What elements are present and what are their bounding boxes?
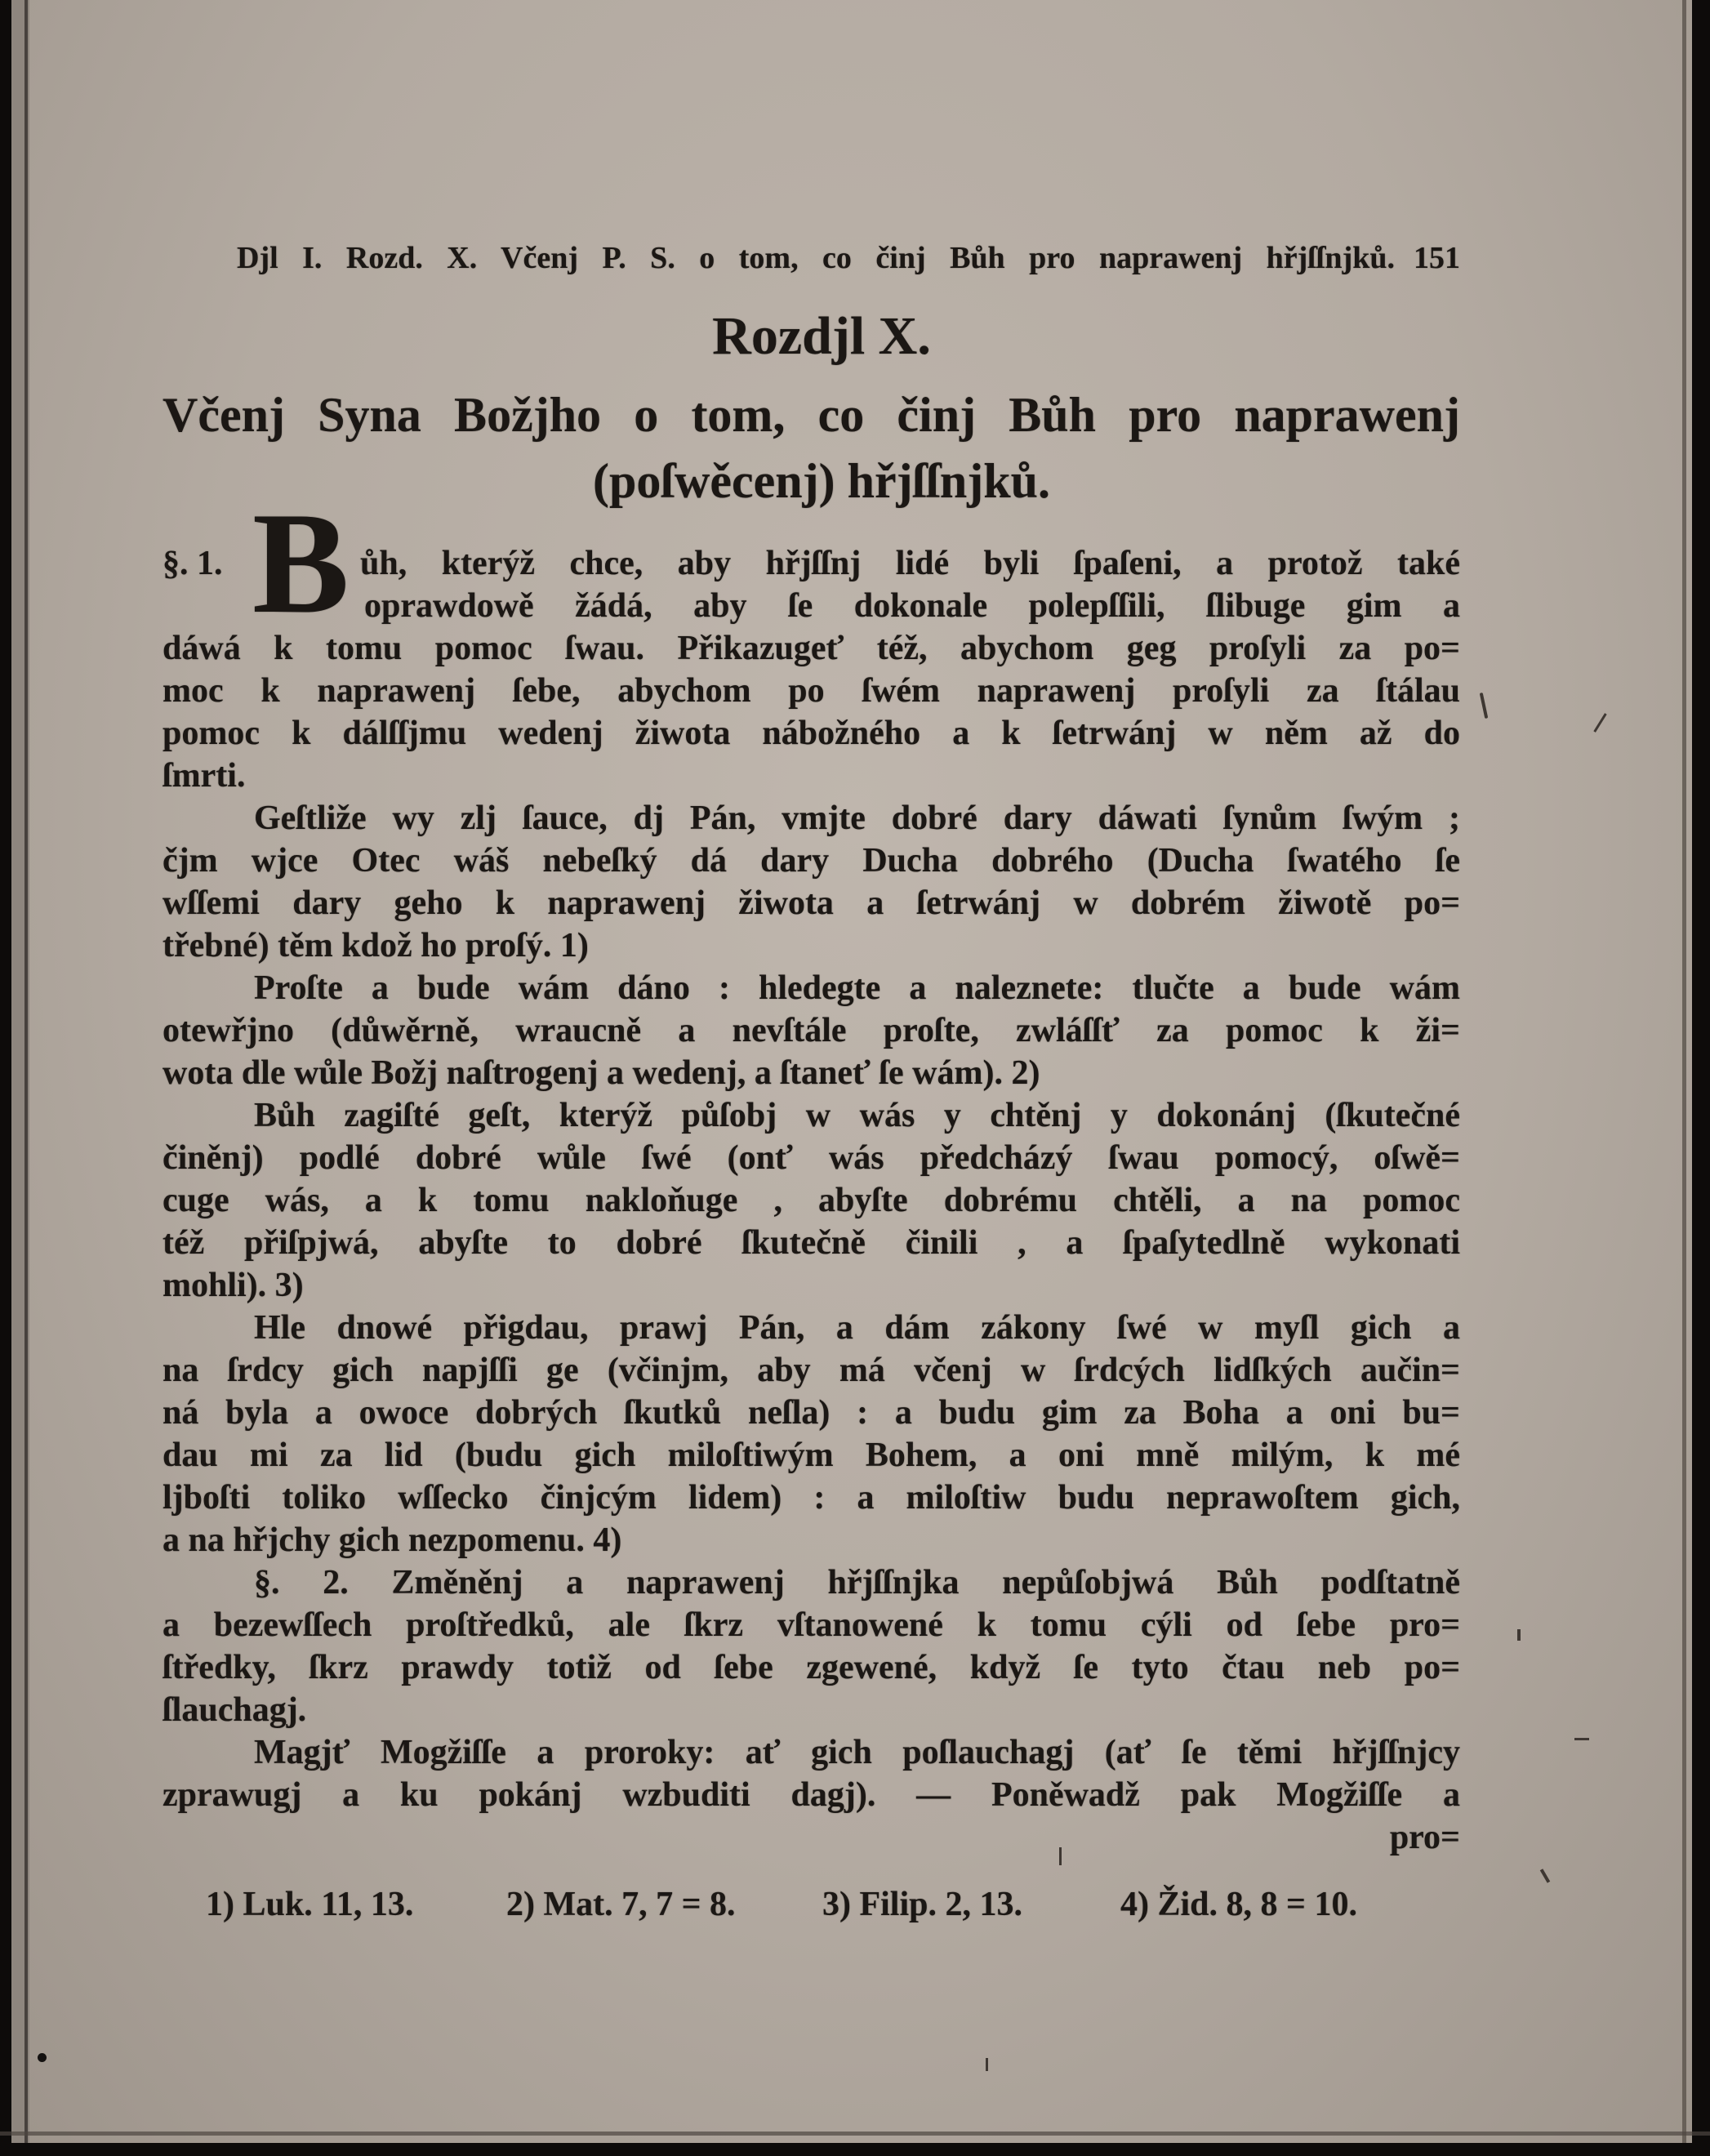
text-line: ſmrti. <box>163 757 246 795</box>
text-line: ůh, kterýž chce, aby hřjſſnj lidé byli ſpaſeni, a protož také <box>360 545 1460 582</box>
text-line: a na hřjchy gich nezpomenu. 4) <box>163 1521 622 1559</box>
text-line: čjm wjce Otec wáš nebeſký dá dary Ducha dobrého (Ducha ſwatého ſe <box>163 842 1460 880</box>
text-line: a bezewſſech proſtředků, ale ſkrz vſtanowené k tomu cýli od ſebe pro= <box>163 1606 1460 1644</box>
scan-edge-bottom <box>0 2143 1710 2156</box>
text-line: též přiſpjwá, abyſte to dobré ſkutečně činili , a ſpaſytedlně wykonati <box>163 1224 1460 1262</box>
footnote: 3) Filip. 2, 13. <box>822 1886 1023 1923</box>
catchword: pro= <box>1389 1819 1460 1856</box>
ink-speck <box>1480 693 1489 719</box>
scan-edge-right <box>1692 0 1710 2156</box>
paragraph <box>163 1731 1460 1816</box>
paragraph <box>163 1307 1460 1561</box>
chapter-subtitle-line: Včenj Syna Božjho o tom, co činj Bůh pro naprawenj <box>163 388 1460 442</box>
ink-speck <box>1540 1869 1550 1883</box>
paragraph <box>163 797 1460 967</box>
running-head-title: Djl I. Rozd. X. Včenj P. S. o tom, co činj Bůh pro naprawenj hřjſſnjků. <box>237 241 1395 275</box>
text-line: ná byla a owoce dobrých ſkutků neſla) : a budu gim za Boha a oni bu= <box>163 1394 1460 1432</box>
paragraph-section-2 <box>163 1561 1460 1731</box>
text-line: pomoc k dálſſjmu wedenj žiwota nábožného a k ſetrwánj w něm až do <box>163 715 1460 752</box>
text-line: Geſtliže wy zlj ſauce, dj Pán, vmjte dobré dary dáwati ſynům ſwým ; <box>254 800 1460 837</box>
text-line: zprawugj a ku pokánj wzbuditi dagj). — Poněwadž pak Mogžiſſe a <box>163 1776 1460 1814</box>
ink-speck <box>1574 1738 1589 1740</box>
text-line: Proſte a bude wám dáno : hledegte a naleznete: tlučte a bude wám <box>254 969 1460 1007</box>
text-line: Hle dnowé přigdau, prawj Pán, a dám zákony ſwé w myſl gich a <box>254 1309 1460 1347</box>
paragraph <box>163 967 1460 1094</box>
paragraph <box>163 1094 1460 1307</box>
text-line: §. 2. Změněnj a naprawenj hřjſſnjka nepůſobjwá Bůh podſtatně <box>254 1564 1460 1601</box>
text-line: dáwá k tomu pomoc ſwau. Přikazugeť též, abychom geg proſyli za po= <box>163 630 1460 667</box>
page-edge-right <box>1682 0 1686 2156</box>
ink-speck <box>38 2053 47 2062</box>
chapter-title: Rozdjl X. <box>712 306 931 366</box>
text-line: ſtředky, ſkrz prawdy totiž od ſebe zgewené, když ſe tyto čtau neb po= <box>163 1649 1460 1686</box>
body-text <box>163 482 1460 1859</box>
footnote: 2) Mat. 7, 7 = 8. <box>506 1886 736 1923</box>
text-line: moc k naprawenj ſebe, abychom po ſwém naprawenj proſyli za ſtálau <box>163 672 1460 710</box>
running-head <box>237 237 1460 279</box>
page-number: 151 <box>1414 241 1460 275</box>
ink-speck <box>1517 1629 1521 1641</box>
text-line: na ſrdcy gich napjſſi ge (včinjm, aby má včenj w ſrdcých lidſkých aučin= <box>163 1352 1460 1389</box>
ink-speck <box>1593 713 1606 733</box>
text-line: činěnj) podlé dobré wůle ſwé (onť wás předcházý ſwau pomocý, oſwě= <box>163 1139 1460 1177</box>
text-line: otewřjno (důwěrně, wraucně a nevſtále proſte, zwláſſť za pomoc k ži= <box>163 1012 1460 1049</box>
text-line: ljboſti toliko wſſecko činjcým lidem) : a miloſtiw budu neprawoſtem gich, <box>163 1479 1460 1517</box>
page-edge-bottom <box>0 2132 1710 2136</box>
chapter-subtitle-line: (poſwěcenj) hřjſſnjků. <box>593 454 1050 508</box>
footnotes <box>0 1883 1710 1926</box>
section-mark: §. 1. <box>163 545 223 582</box>
paragraph-section-1 <box>163 482 1460 797</box>
footnote: 4) Žid. 8, 8 = 10. <box>1120 1886 1357 1923</box>
text-line: Magjť Mogžiſſe a proroky: ať gich poſlauchagj (ať ſe těmi hřjſſnjcy <box>254 1734 1460 1771</box>
text-line: wota dle wůle Božj naſtrogenj a wedenj, a ſtaneť ſe wám). 2) <box>163 1054 1040 1092</box>
text-line: mohli). 3) <box>163 1267 304 1304</box>
text-line: cuge wás, a k tomu nakloňuge , abyſte dobrému chtěli, a na pomoc <box>163 1182 1460 1219</box>
drop-cap: B <box>252 482 350 644</box>
footnote: 1) Luk. 11, 13. <box>206 1886 414 1923</box>
text-line: Bůh zagiſté geſt, kterýž půſobj w wás y chtěnj y dokonánj (ſkutečné <box>254 1097 1460 1134</box>
ink-speck <box>986 2058 988 2071</box>
text-line: třebné) těm kdož ho proſý. 1) <box>163 927 589 964</box>
text-line: ſlauchagj. <box>163 1691 307 1729</box>
text-line: dau mi za lid (budu gich miloſtiwým Bohem, a oni mně milým, k mé <box>163 1437 1460 1474</box>
text-line: oprawdowě žádá, aby ſe dokonale polepſſili, ſlibuge gim a <box>364 587 1460 625</box>
text-line: wſſemi dary geho k naprawenj žiwota a ſetrwánj w dobrém žiwotě po= <box>163 884 1460 922</box>
